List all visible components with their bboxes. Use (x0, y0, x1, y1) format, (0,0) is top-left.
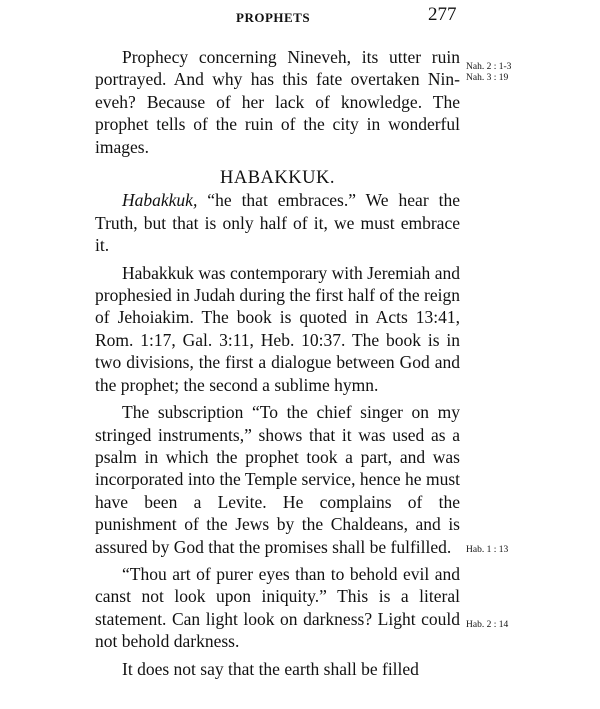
margin-note-nahum-line1: Nah. 2 : 1-3 (466, 62, 512, 72)
paragraph-nineveh: Prophecy concerning Nineveh, its utter ruin portrayed. And why has this fate overtaken Nineveh? Because of her lack of knowledge. The prophet tells of the ruin of the city in wonderful images. (95, 47, 460, 157)
running-head: PROPHETS (236, 10, 311, 25)
habakkuk-name: Habakkuk, (122, 190, 198, 211)
margin-note-hab-2-14: Hab. 2 : 14 (466, 620, 509, 630)
body-text (95, 46, 460, 680)
margin-note-hab-1-13: Hab. 1 : 13 (466, 545, 509, 555)
margin-note-nahum (466, 62, 511, 84)
habakkuk-meaning-text: “he that embraces.” We hear the Truth, but that is only half of it, we must embrace it. (95, 190, 460, 256)
section-heading-habakkuk: HABAKKUK. (220, 168, 335, 189)
page-number: 277 (428, 4, 457, 25)
paragraph-purer-eyes: “Thou art of purer eyes than to behold evil and canst not look upon iniquity.” This is a literal statement. Can light look on darkness? Light could not behold darkness. (95, 563, 460, 652)
margin-note-nahum-line2: Nah. 3 : 19 (466, 73, 509, 83)
paragraph-earth-filled: It does not say that the earth shall be filled (122, 658, 419, 679)
paragraph-habakkuk-meaning (95, 189, 460, 256)
paragraph-subscription: The subscription “To the chief singer on my stringed instruments,” shows that it was used as a psalm in which the prophet took a part, and was incorporated into the Temple service, hence he must have been a Levite. He complains of the punishment of the Jews by the Chaldeans, and is assured by God that the promises shall be fulfilled. (95, 402, 460, 557)
paragraph-habakkuk-context: Habakkuk was contemporary with Jeremiah and prophesied in Judah during the first half of the reign of Jehoiakim. The book is quoted in Acts 13:41, Rom. 1:17, Gal. 3:11, Heb. 10:37. The book is in two divisions, the first a dialogue between God and the prophet; the second a sublime hymn. (95, 262, 460, 395)
